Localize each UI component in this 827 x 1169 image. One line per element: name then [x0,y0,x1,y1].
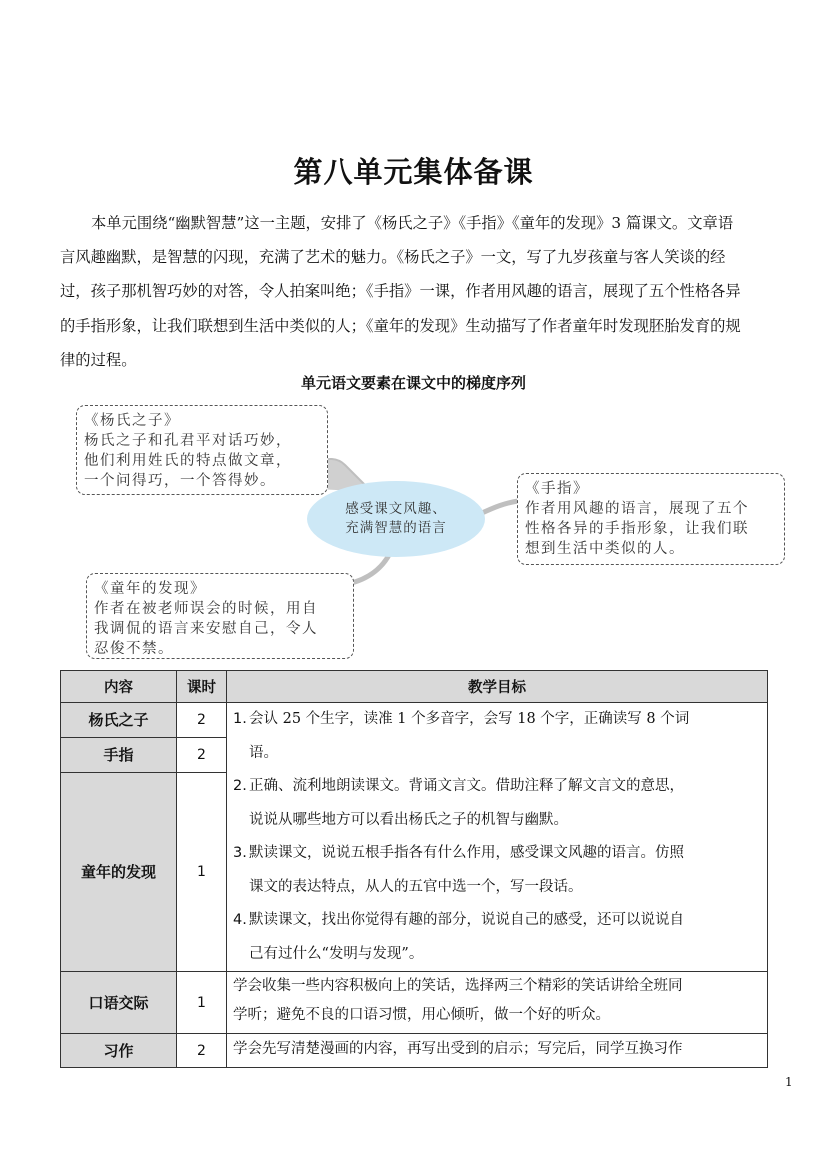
writing-goal-cell [227,1034,768,1068]
bubble-line: 杨氏之子和孔君平对话巧妙， [84,433,292,449]
row-hours: 1 [177,772,227,971]
connector-shouzhi [482,501,518,513]
goal-line: 默读课文，说说五根手指各有什么作用，感受课文风趣的语言。仿照 [249,845,684,861]
goal-number: 1. [233,711,247,727]
goal-item [233,904,761,971]
table-row [61,1034,768,1068]
bubble-line: 忍俊不禁。 [94,641,174,657]
row-hours: 2 [177,703,227,738]
row-content: 口语交际 [61,972,177,1034]
oral-goal-cell [227,972,768,1034]
center-ellipse [307,481,485,557]
goal-line: 说说从哪些地方可以看出杨氏之子的机智与幽默。 [249,811,568,828]
row-hours: 2 [177,1034,227,1068]
row-hours: 1 [177,972,227,1034]
goal-number: 3. [233,845,247,861]
table-row [61,972,768,1034]
intro-line: 本单元围绕“幽默智慧”这一主题，安排了《杨氏之子》《手指》《童年的发现》3 篇课文。文章语 [91,214,734,232]
goal-item [233,703,761,770]
intro-line: 过，孩子那机智巧妙的对答，令人拍案叫绝；《手指》一课，作者用风趣的语言，展现了五个性格各异 [60,282,741,301]
bubble-line: 我调侃的语言来安慰自己，令人 [94,621,318,637]
bubble-tongnian [86,573,354,659]
goal-line: 语。 [249,744,278,761]
goal-line: 学听；避免不良的口语习惯，用心倾听，做一个好的听众。 [233,1007,610,1023]
intro-line: 的手指形象，让我们联想到生活中类似的人；《童年的发现》生动描写了作者童年时发现胚胎发育的规 [60,316,741,335]
intro-paragraph [60,206,776,377]
goal-line: 学会收集一些内容积极向上的笑话，选择两三个精彩的笑话讲给全班同 [233,978,683,994]
bubble-line: 性格各异的手指形象，让我们联 [525,521,749,537]
goal-item [233,837,761,904]
goal-line: 己有过什么“发明与发现”。 [249,945,424,962]
goal-line: 正确、流利地朗读课文。背诵文言文。借助注释了解文言文的意思， [249,778,684,794]
goal-item [233,770,761,837]
row-content: 杨氏之子 [61,703,177,738]
goal-number: 4. [233,912,247,928]
bubble-title: 《童年的发现》 [94,581,206,597]
bubble-line: 他们利用姓氏的特点做文章， [84,453,292,469]
intro-line: 言风趣幽默，是智慧的闪现，充满了艺术的魅力。《杨氏之子》一文，写了九岁孩童与客人笑谈的经 [60,248,726,267]
bubble-line: 想到生活中类似的人。 [525,541,685,557]
bubble-line: 作者用风趣的语言，展现了五个 [525,501,749,517]
bubble-line: 一个问得巧，一个答得妙。 [84,473,276,489]
diagram-title: 单元语文要素在课文中的梯度序列 [300,374,526,392]
bubble-title: 《杨氏之子》 [84,413,180,429]
bubble-title: 《手指》 [525,481,589,497]
goal-number: 2. [233,778,247,794]
center-line: 感受课文风趣、 [345,501,447,517]
goal-line: 默读课文，找出你觉得有趣的部分，说说自己的感受，还可以说说自 [249,912,684,928]
goal-line: 学会先写清楚漫画的内容，再写出受到的启示；写完后，同学互换习作 [233,1041,683,1057]
goal-line: 课文的表达特点，从人的五官中选一个，写一段话。 [249,878,583,895]
center-line: 充满智慧的语言 [345,520,447,536]
bubble-yangshi [76,405,328,495]
reading-goals-cell [227,703,768,972]
bubble-line: 作者在被老师误会的时候，用自 [94,601,318,617]
table-header-row [61,671,768,703]
goal-line: 会认 25 个生字，读准 1 个多音字，会写 18 个字，正确读写 8 个词 [249,711,690,727]
header-hours: 课时 [177,671,227,703]
teaching-plan-table [60,670,768,1068]
bubble-shouzhi [517,473,785,565]
concept-diagram [0,395,827,665]
header-content: 内容 [61,671,177,703]
page-title: 第八单元集体备课 [293,155,534,189]
intro-line: 律的过程。 [60,350,137,369]
page-number: 1 [785,1075,793,1089]
row-hours: 2 [177,737,227,772]
header-goals: 教学目标 [227,671,768,703]
table-row [61,703,768,738]
row-content: 手指 [61,737,177,772]
row-content: 习作 [61,1034,177,1068]
row-content: 童年的发现 [61,772,177,971]
